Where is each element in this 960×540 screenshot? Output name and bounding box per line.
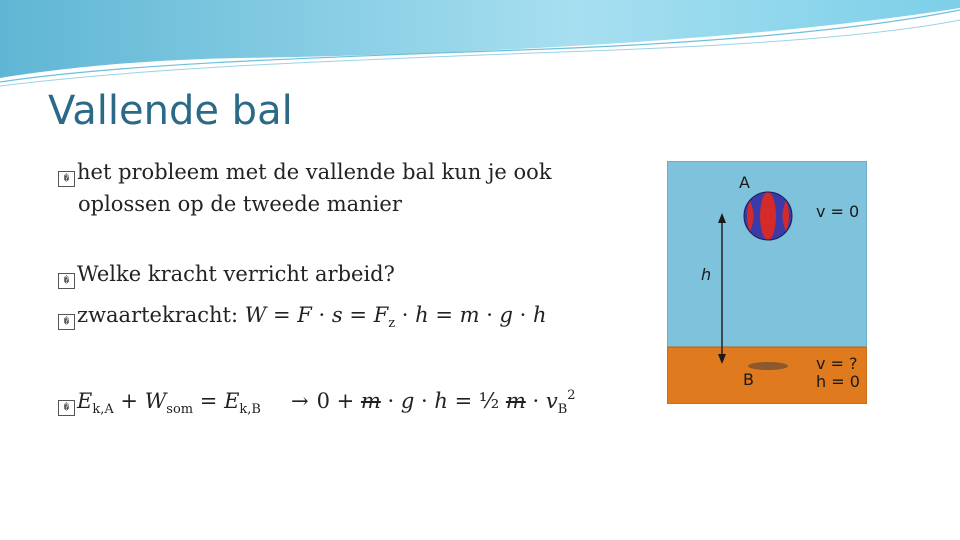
bullet-glyph-icon: � <box>58 171 75 187</box>
var-Ek: E <box>77 389 93 413</box>
label-A: A <box>739 173 750 192</box>
bullet-glyph-icon: � <box>58 273 75 289</box>
operator: · <box>525 389 546 413</box>
var-Ek: E <box>224 389 240 413</box>
formula-prefix: zwaartekracht: <box>77 303 245 327</box>
operator: = <box>428 303 460 327</box>
slide-title: Vallende bal <box>48 88 293 134</box>
bullet-glyph-icon: � <box>58 400 75 416</box>
var-m-cancelled: m <box>505 389 526 413</box>
var-h: h <box>434 389 448 413</box>
bullet-question <box>58 258 395 290</box>
label-h: h <box>701 265 712 284</box>
label-v-bottom: v = ? <box>816 354 858 373</box>
operator: + <box>113 389 145 413</box>
var-Fz: F <box>373 303 389 327</box>
operator: · <box>414 389 435 413</box>
bullet-text: het probleem met de vallende bal kun je ook <box>77 160 552 184</box>
subscript-B: B <box>557 402 568 417</box>
var-m: m <box>459 303 480 327</box>
operator: = <box>193 389 225 413</box>
operator: · <box>395 303 416 327</box>
bullet-gravity-work <box>58 299 547 340</box>
bullet-glyph-icon: � <box>58 314 75 330</box>
operator: = <box>266 303 298 327</box>
operator: · <box>479 303 500 327</box>
bullet-text: Welke kracht verricht arbeid? <box>77 262 395 286</box>
var-g: g <box>499 303 513 327</box>
arrow-right-icon: → <box>291 389 309 413</box>
operator: 0 + <box>316 389 361 413</box>
ball-icon <box>744 192 792 240</box>
header-wave-decoration <box>0 0 960 90</box>
var-h: h <box>415 303 429 327</box>
falling-ball-figure <box>667 161 867 404</box>
label-h-bottom: h = 0 <box>816 372 860 391</box>
ball-shadow <box>748 362 788 370</box>
superscript-2: 2 <box>567 388 576 403</box>
operator: · <box>513 303 534 327</box>
sky-background <box>667 161 867 347</box>
operator: = ½ <box>447 389 506 413</box>
var-W: W <box>244 303 267 327</box>
label-v-top: v = 0 <box>816 202 860 221</box>
var-v: v <box>545 389 558 413</box>
label-B: B <box>743 370 754 389</box>
operator: · <box>311 303 332 327</box>
subscript-kA: k,A <box>92 402 114 417</box>
subscript-z: z <box>388 316 396 331</box>
subscript-som: som <box>166 402 194 417</box>
var-h: h <box>533 303 547 327</box>
operator: · <box>380 389 401 413</box>
var-s: s <box>331 303 343 327</box>
bullet-problem <box>58 156 552 220</box>
bullet-text-continued: oplossen op de tweede manier <box>78 192 402 216</box>
var-F: F <box>297 303 312 327</box>
var-g: g <box>400 389 415 413</box>
subscript-kB: k,B <box>239 402 261 417</box>
operator: = <box>342 303 374 327</box>
bullet-energy-equation <box>58 380 576 426</box>
var-W: W <box>144 389 167 413</box>
var-m-cancelled: m <box>360 389 381 413</box>
